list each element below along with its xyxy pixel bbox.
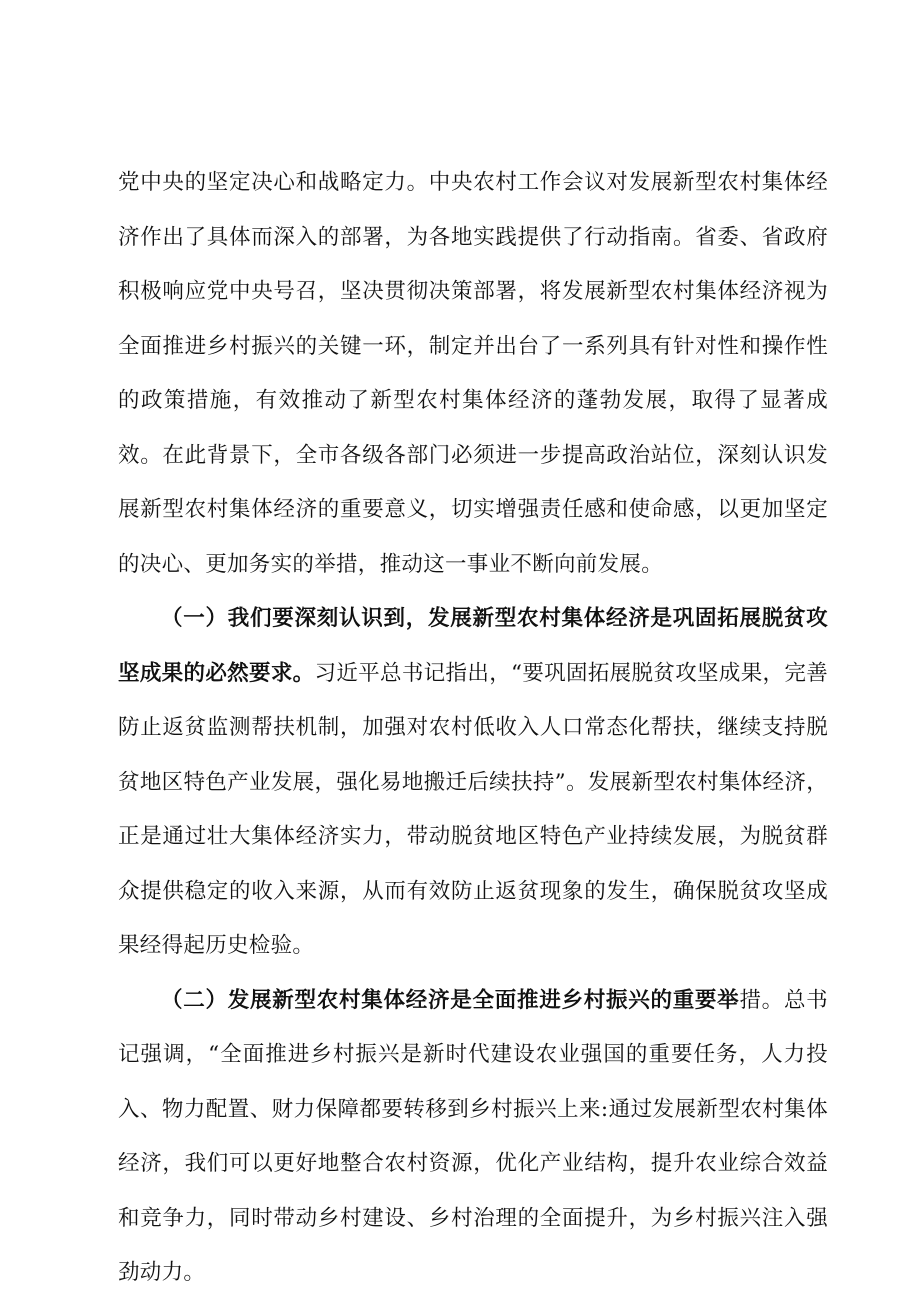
paragraph-intro: 党中央的坚定决心和战略定力。中央农村工作会议对发展新型农村集体经济作出了具体而深入的部署，为各地实践提供了行动指南。省委、省政府积极响应党中央号召，坚决贯彻决策部署，将发展新型农村集体经济视为全面推进乡村振兴的关键一环，制定并出台了一系列具有针对性和操作性的政策措施，有效推动了新型农村集体经济的蓬勃发展，取得了显著成效。在此背景下，全市各级各部门必须进一步提高政治站位，深刻认识发展新型农村集体经济的重要意义，切实增强责任感和使命感，以更加坚定的决心、更加务实的举措，推动这一事业不断向前发展。: [118, 170, 828, 577]
section-2-heading: （二）发展新型农村集体经济是全面推进乡村振兴的重要举: [161, 987, 740, 1013]
section-2-body: 总书记强调，“全面推进乡村振兴是新时代建设农业强国的重要任务，人力投入、物力配置、财力保障都要转移到乡村振兴上来:通过发展新型农村集体经济，我们可以更好地整合农村资源，优化产业结构，提升农业综合效益和竞争力，同时带动乡村建设、乡村治理的全面提升，为乡村振兴注入强劲动力。: [118, 987, 828, 1285]
document-body: [118, 156, 828, 1301]
section-1-body: 习近平总书记指出，“要巩固拓展脱贫攻坚成果，完善防止返贫监测帮扶机制，加强对农村低收入人口常态化帮扶，继续支持脱贫地区特色产业发展，强化易地搬迁后续扶持”。发展新型农村集体经济，正是通过壮大集体经济实力，带动脱贫地区特色产业持续发展，为脱贫群众提供稳定的收入来源，从而有效防止返贫现象的发生，确保脱贫攻坚成果经得起历史检验。: [118, 660, 828, 958]
paragraph-section-2: [118, 974, 828, 1301]
paragraph-section-1: [118, 592, 828, 974]
section-2-heading-tail: 措。: [739, 987, 784, 1013]
section-1-heading: （一）我们要深刻认识到，发展新型农村集体经济是巩固拓展脱贫攻坚成果的必然要求。: [118, 606, 828, 686]
